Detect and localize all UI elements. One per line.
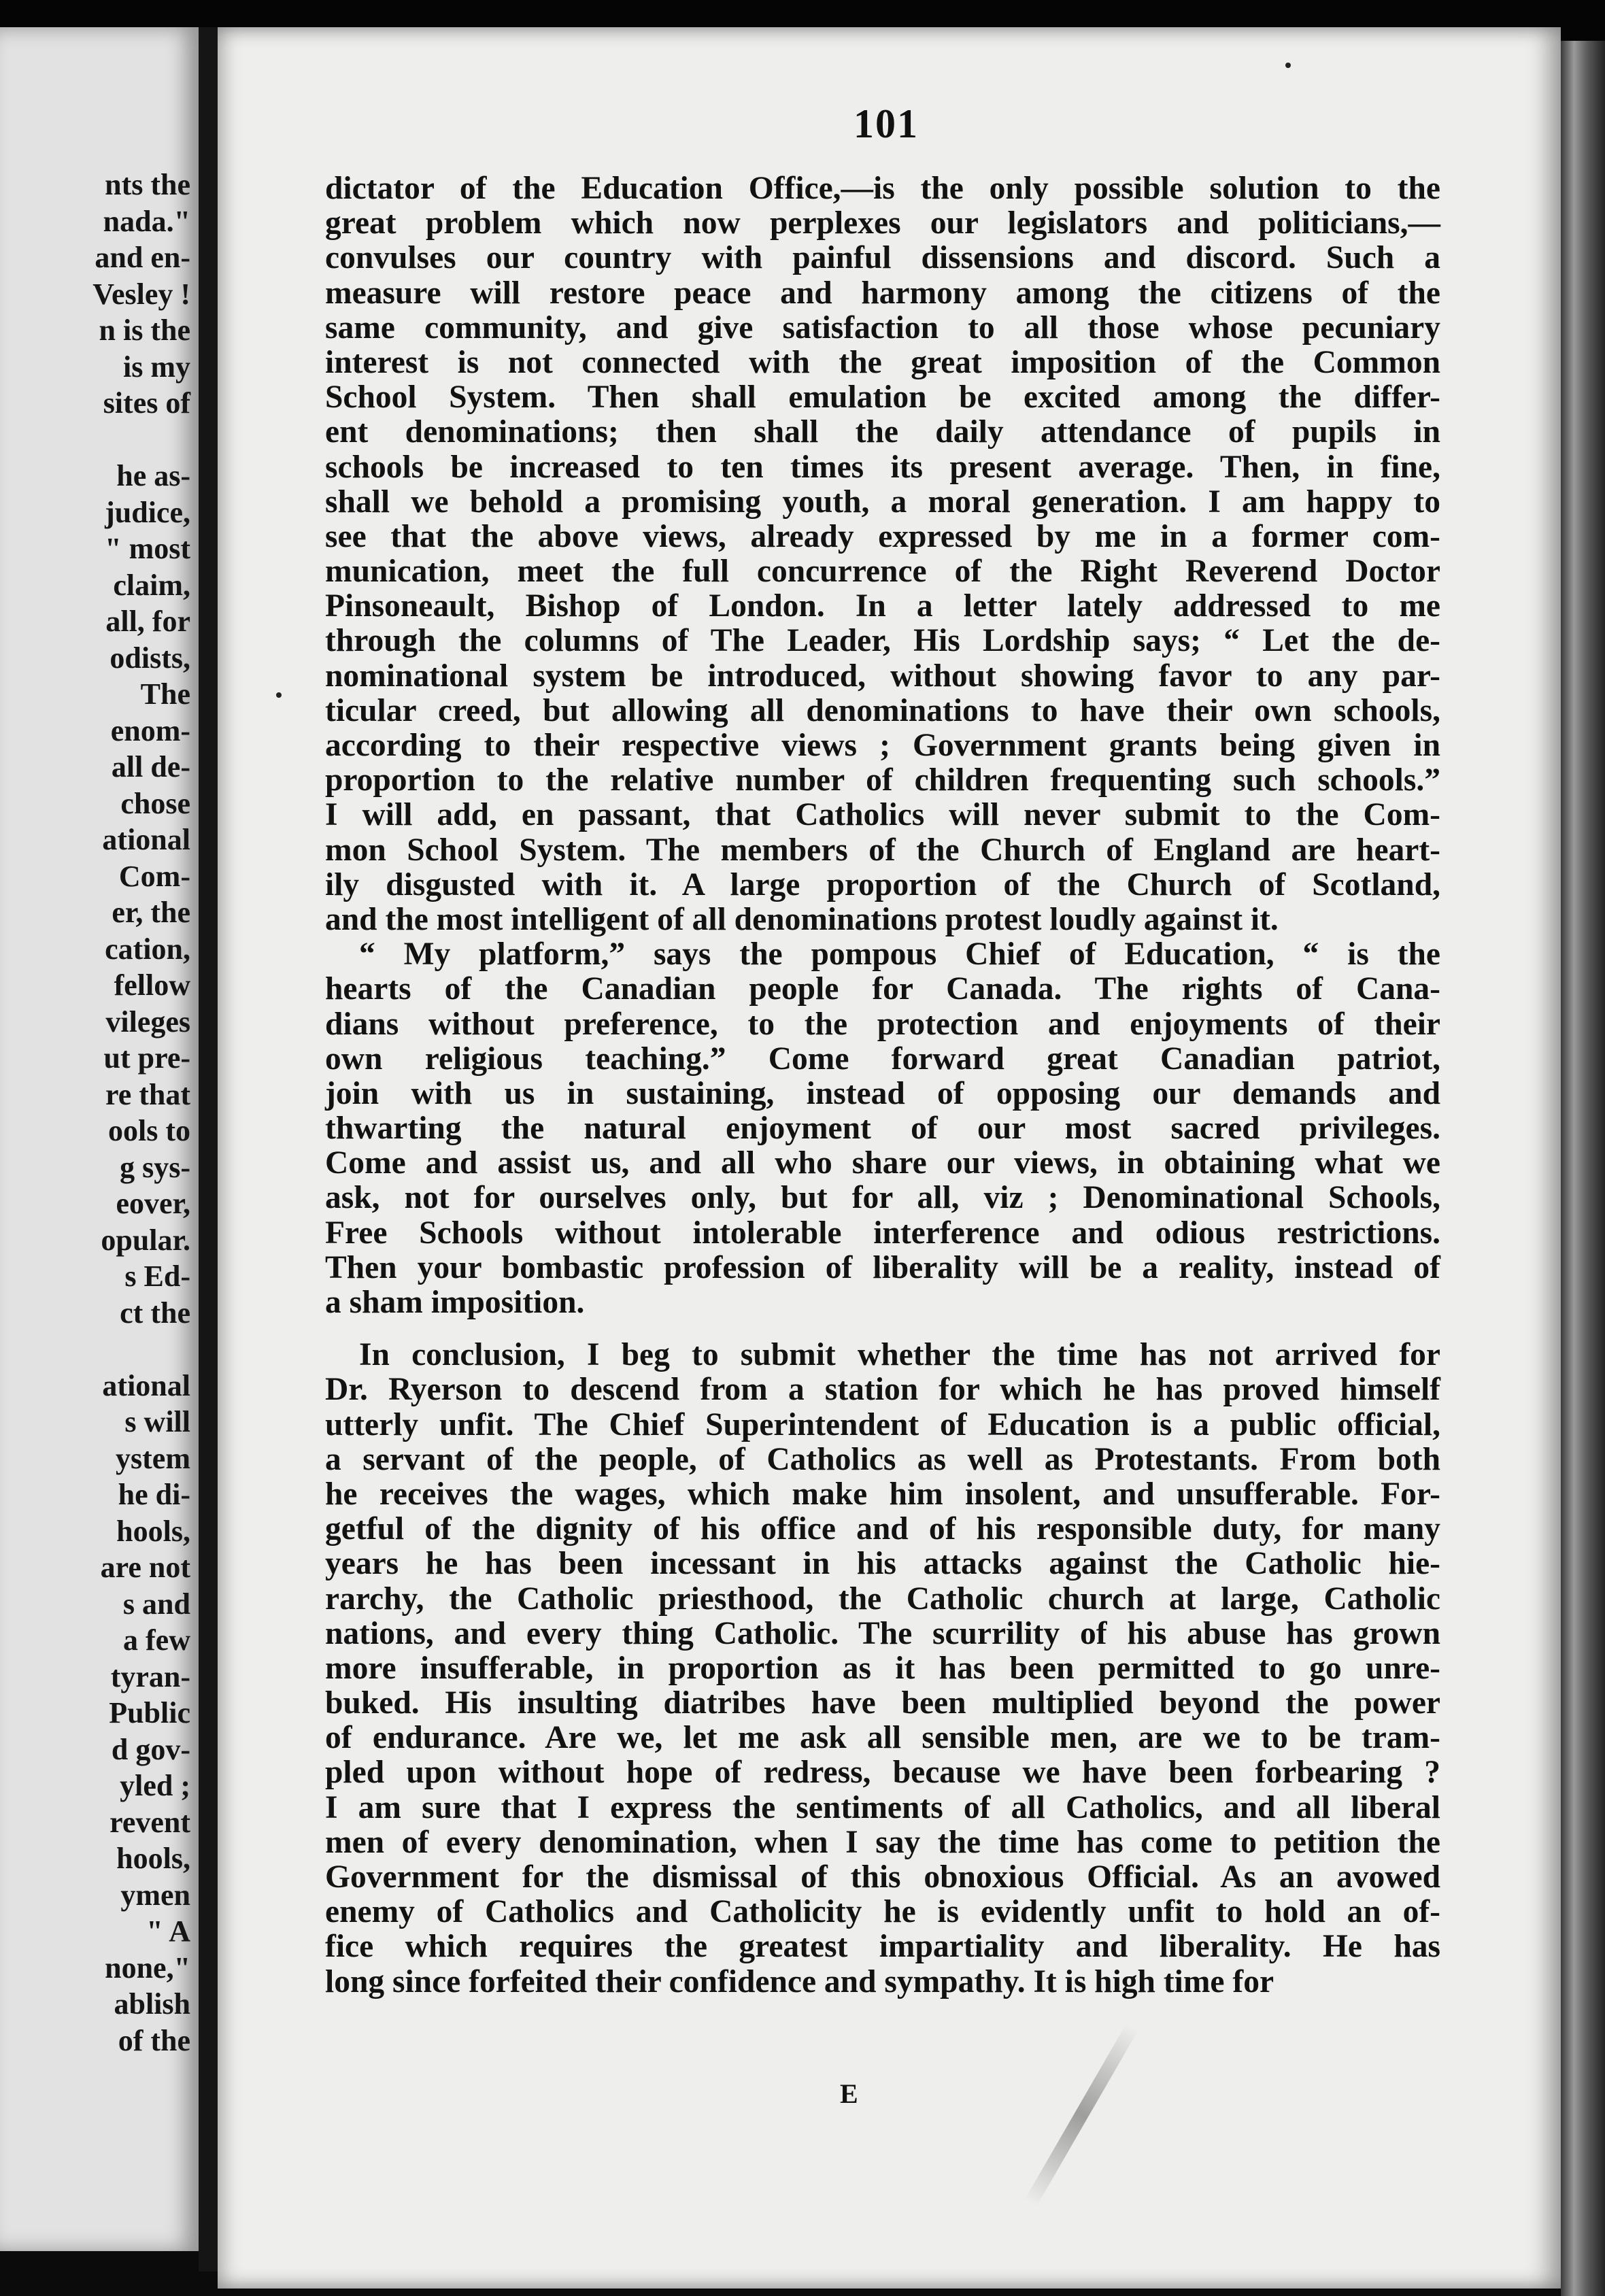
left-fragment: sites of — [103, 386, 190, 420]
left-fragment: yled ; — [120, 1769, 190, 1802]
text-line: he receives the wages, which make him insolent, and unsufferable. For- — [325, 1476, 1440, 1512]
left-fragment: d gov- — [111, 1732, 190, 1766]
left-fragment: g sys- — [120, 1150, 190, 1184]
left-fragment: revent — [109, 1805, 190, 1839]
text-line: buked. His insulting diatribes have been multiplied beyond the power — [325, 1685, 1440, 1721]
text-line: Government for the dismissal of this obnoxious Official. As an avowed — [325, 1859, 1440, 1895]
text-line: years he has been incessant in his attacks against the Catholic hie- — [325, 1546, 1440, 1582]
body-text — [325, 171, 1440, 1999]
text-line: proportion to the relative number of children frequenting such schools.” — [325, 762, 1440, 798]
left-fragment: are not — [100, 1551, 190, 1584]
left-fragment: he as- — [116, 459, 190, 492]
left-fragment: " A — [146, 1914, 190, 1948]
left-fragment: chose — [120, 786, 190, 820]
left-fragment: odists, — [109, 641, 190, 675]
left-fragment: nada." — [103, 204, 190, 238]
text-line: and the most intelligent of all denominations protest loudly against it. — [325, 901, 1279, 937]
text-line: Free Schools without intolerable interference and odious restrictions. — [325, 1215, 1440, 1251]
left-fragment: Public — [109, 1696, 190, 1729]
text-line: Come and assist us, and all who share our views, in obtaining what we — [325, 1145, 1440, 1181]
text-line: mon School System. The members of the Church of England are heart- — [325, 832, 1440, 868]
left-fragment: claim, — [113, 568, 190, 602]
facing-page-left — [0, 27, 199, 2251]
left-fragment: eover, — [116, 1187, 190, 1220]
text-line: according to their respective views ; Government grants being given in — [325, 728, 1440, 763]
text-line: ent denominations; then shall the daily attendance of pupils in — [325, 414, 1440, 450]
paragraph-2 — [325, 937, 1440, 1320]
text-line: I am sure that I express the sentiments of all Catholics, and all liberal — [325, 1789, 1440, 1825]
text-line: utterly unfit. The Chief Superintendent of Education is a public official, — [325, 1406, 1440, 1442]
left-fragment: none," — [105, 1951, 190, 1985]
paragraph-1 — [325, 171, 1440, 937]
text-line: I will add, en passant, that Catholics will never submit to the Com- — [325, 797, 1440, 833]
left-fragment: all, for — [105, 605, 190, 638]
text-line: fice which requires the greatest impartiality and liberality. He has — [325, 1929, 1440, 1965]
left-fragment: er, the — [112, 896, 190, 929]
left-fragment: tyran- — [110, 1659, 190, 1693]
left-fragment: s Ed- — [124, 1260, 190, 1293]
left-fragment: judice, — [105, 495, 190, 529]
text-line: thwarting the natural enjoyment of our most sacred privileges. — [325, 1111, 1440, 1147]
left-fragment: ablish — [114, 1987, 190, 2021]
text-line: Then your bombastic profession of liberality will be a reality, instead of — [325, 1249, 1440, 1285]
left-fragment — [0, 422, 190, 458]
text-line: same community, and give satisfaction to all those whose pecuniary — [325, 309, 1440, 345]
left-fragment: nts the — [105, 168, 190, 201]
left-fragment: enom- — [110, 713, 190, 747]
text-line: rarchy, the Catholic priesthood, the Catholic church at large, Catholic — [325, 1581, 1440, 1617]
left-fragment: n is the — [99, 314, 190, 347]
text-line: munication, meet the full concurrence of the Right Reverend Doctor — [325, 554, 1440, 590]
text-line: “ My platform,” says the pompous Chief of Education, “ is the — [359, 936, 1440, 973]
left-fragment: ational — [102, 823, 190, 856]
text-line: ily disgusted with it. A large proportion of the Church of Scotland, — [325, 866, 1440, 902]
left-fragment: hools, — [116, 1842, 190, 1875]
text-line: ticular creed, but allowing all denominations to have their own schools, — [325, 692, 1440, 728]
left-fragment: a few — [123, 1623, 190, 1657]
text-line: convulses our country with painful dissensions and discord. Such a — [325, 240, 1440, 276]
left-fragment: The — [140, 677, 190, 711]
text-line: a servant of the people, of Catholics as well as Protestants. From both — [325, 1441, 1440, 1477]
text-line: long since forfeited their confidence and sympathy. It is high time for — [325, 1963, 1274, 1999]
text-line: great problem which now perplexes our legislators and politicians,— — [325, 205, 1440, 241]
left-fragment: ools to — [108, 1114, 190, 1147]
text-line: Pinsoneault, Bishop of London. In a letter lately addressed to me — [325, 588, 1440, 624]
left-fragment: and en- — [95, 241, 190, 274]
paragraph-3 — [325, 1338, 1440, 1999]
left-fragment: of the — [118, 2023, 190, 2057]
text-line: of endurance. Are we, let me ask all sensible men, are we to be tram- — [325, 1720, 1440, 1756]
left-fragment: he di- — [118, 1478, 190, 1511]
left-fragment: is my — [123, 350, 190, 384]
text-line: School System. Then shall emulation be excited among the differ- — [325, 379, 1440, 416]
text-line: see that the above views, already expressed by me in a former com- — [325, 518, 1440, 554]
left-fragment: " most — [105, 532, 190, 565]
text-line: schools be increased to ten times its present average. Then, in fine, — [325, 449, 1440, 485]
left-fragment: fellow — [114, 968, 190, 1002]
text-line: nominational system be introduced, without showing favor to any par- — [325, 658, 1440, 694]
left-fragment: s and — [122, 1587, 190, 1621]
text-line: In conclusion, I beg to submit whether the time has not arrived for — [359, 1337, 1440, 1373]
left-fragment: cation, — [105, 932, 190, 966]
text-line: join with us in sustaining, instead of opposing our demands and — [325, 1075, 1440, 1111]
left-fragment: ational — [102, 1368, 190, 1402]
left-fragment: Vesley ! — [92, 277, 190, 311]
left-fragment: vileges — [105, 1004, 190, 1039]
signature-mark: E — [840, 2078, 858, 2109]
text-line: through the columns of The Leader, His Lordship says; “ Let the de- — [325, 623, 1440, 659]
scan-speck — [1285, 63, 1291, 68]
page-number: 101 — [854, 101, 919, 146]
left-fragment: Com- — [118, 859, 190, 893]
page-edge-right — [1561, 41, 1605, 2296]
scan-speck — [276, 692, 282, 698]
text-line: interest is not connected with the great imposition of the Common — [325, 344, 1440, 380]
text-line: measure will restore peace and harmony among the citizens of the — [325, 275, 1440, 311]
text-line: men of every denomination, when I say the time has come to petition the — [325, 1824, 1440, 1860]
left-fragment: re that — [105, 1077, 190, 1111]
book-gutter — [199, 27, 218, 2272]
text-line: ask, not for ourselves only, but for all, viz ; Denominational Schools, — [325, 1180, 1440, 1216]
left-fragment: hools, — [116, 1514, 190, 1548]
left-fragment: s will — [124, 1405, 190, 1438]
left-fragment: ymen — [120, 1878, 190, 1912]
left-fragment: ct the — [120, 1296, 190, 1330]
left-fragment: ut pre- — [103, 1041, 190, 1075]
text-line: enemy of Catholics and Catholicity he is evidently unfit to hold an of- — [325, 1894, 1440, 1930]
left-fragment: ystem — [116, 1441, 190, 1475]
text-line: pled upon without hope of redress, because we have been forbearing ? — [325, 1755, 1440, 1791]
facing-page-text-fragments — [0, 167, 190, 2059]
text-line: dictator of the Education Office,—is the only possible solution to the — [325, 171, 1440, 206]
text-line: own religious teaching.” Come forward great Canadian patriot, — [325, 1041, 1440, 1077]
text-line: getful of the dignity of his office and of his responsible duty, for many — [325, 1511, 1440, 1547]
text-line: hearts of the Canadian people for Canada. The rights of Cana- — [325, 971, 1440, 1007]
text-line: a sham imposition. — [325, 1285, 585, 1320]
text-line: dians without preference, to the protection and enjoyments of their — [325, 1006, 1440, 1042]
text-line: Dr. Ryerson to descend from a station for which he has proved himself — [325, 1372, 1440, 1408]
text-line: shall we behold a promising youth, a moral generation. I am happy to — [325, 484, 1440, 520]
text-line: more insufferable, in proportion as it has been permitted to go unre- — [325, 1650, 1440, 1686]
left-fragment — [0, 1331, 190, 1368]
text-line: nations, and every thing Catholic. The scurrility of his abuse has grown — [325, 1615, 1440, 1651]
left-fragment: opular. — [101, 1223, 190, 1257]
left-fragment: all de- — [111, 750, 190, 783]
